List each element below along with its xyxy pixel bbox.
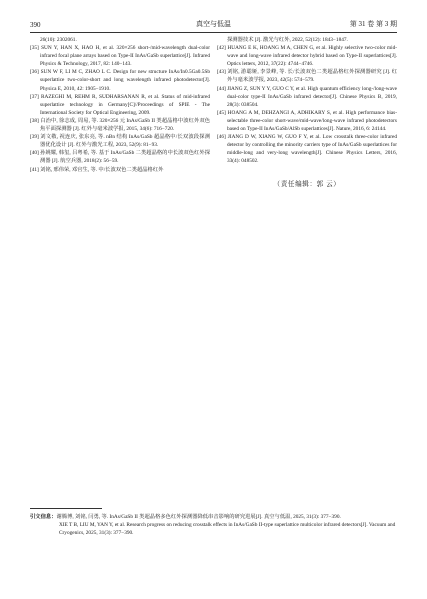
reference-entry: [38] 白治中, 徐志成, 周易, 等. 320×256 元 InAs/GaSb II 类超晶格中波红外双色焦平面探测器 [J]. 红外与毫米波学报, 2015, 34(6): 716−720. [30, 117, 210, 133]
reference-entry: 26(10): 2302061. [40, 37, 77, 43]
reference-entry: [46] JIANG D W, XIANG W, GUO F Y, et al. Low crosstalk three-color infrared detector by controlling the minority carriers type of InAs/GaSb superlattices for middle-long and very-long wavelength[J]. Chinese Physics Letters, 2016, 33(4): 048502. [217, 134, 397, 165]
citation-en: XIE T B, LIU M, YAN Y, et al. Research progress on reducing crosstalk effects in InAs/GaSb II-type superlattice multicolor infrared detectors[J]. Vacuum and Cryogenics, 2025, 31(3): 377−390. [59, 522, 396, 537]
citation-block [30, 513, 397, 538]
reference-entry: [36] SUN W F, LI M C, ZHAO L C. Design for new structure InAs/In0.5Ga0.5Sb superlattice two-color-short and long wavelength infrared photodetector[J]. Physica E, 2010, 42: 1905−1910. [30, 69, 210, 92]
page-header [30, 15, 397, 33]
citation-cn-line [30, 513, 397, 521]
reference-columns [30, 36, 397, 376]
reference-column-left [30, 36, 210, 376]
reference-entry: [43] 刘铭, 游聪娅, 李景峰, 等. 长/长波双色二类超晶格红外探测器研究 [J]. 红外与毫米波学报, 2023, 42(5): 574−579. [217, 69, 397, 84]
responsible-editor: （责任编辑：郭 云） [273, 180, 341, 188]
journal-name: 真空与低温 [196, 20, 231, 28]
volume-issue: 第 31 卷 第 3 期 [349, 20, 397, 28]
reference-column-right [217, 36, 397, 376]
citation-label: 引文信息： [30, 514, 57, 520]
citation-cn: 谢腾博, 刘铭, 闫勇, 等. InAs/GaSb II 类超晶格多色红外探测器降低串音影响的研究进展[J]. 真空与低温, 2025, 31(3): 377−390. [56, 514, 341, 520]
reference-entry: [44] JIANG Z, SUN Y Y, GUO C Y, et al. High quantum efficiency long-/long-wave dual-color type-II InAs/GaSb infrared detector[J]. Chinese Physics B, 2019, 28(3): 038504. [217, 85, 397, 108]
reference-entry: [42] HUANG E K, HOANG M A, CHEN G, et al. Highly selective two-color mid-wave and long-wave infrared detector hybrid based on Type-II superlattices[J]. Optics letters, 2012, 37(22): 4744−4746. [217, 45, 397, 68]
reference-list-right [217, 36, 397, 166]
reference-entry: [39] 刘文敬, 祝连庆, 张东亮, 等. nBn 结构 InAs/GaSb 超晶格中/长双波段探测器优化设计 [J]. 红外与激光工程, 2023, 52(9): 81−93. [30, 134, 210, 149]
reference-entry: 探测器技术 [J]. 激光与红外, 2022, 52(12): 1843−1847. [227, 37, 348, 43]
reference-entry: [45] HOANG A M, DEHZANGI A, ADHIKARY S, et al. High performance bias-selectable three-color short-wave/mid-wave/long-wave infrared photodetectors based on Type-II InAs/GaSb/AlSb superlattices[J]. Nature, 2016, 6: 24144. [217, 109, 397, 133]
page-number: 390 [30, 21, 41, 29]
reference-entry: [37] RAZEGHI M, REHM R, SUDHARSANAN R, et al. Status of mid-infrared superlattice technology in Germany[C]//Proceedings of SPIE - The International Society for Optical Engineering, 2009. [30, 93, 210, 116]
reference-entry: [35] SUN Y, HAN X, HAO H, et al. 320×256 short-/mid-wavelength dual-color infrared focal plane arrays based on Type-II InAs/GaSb superlattice[J]. Infrared Physics & Technology, 2017, 82: 140−143. [30, 45, 210, 68]
footnote-rule [30, 508, 102, 509]
reference-entry: [41] 刘铭, 邢伟荣, 邓官生, 等. 中/长波双色二类超晶格红外 [30, 166, 164, 173]
reference-entry: [40] 孙姚耀, 韩玺, 吕粤希, 等. 基于 InAs/GaSb 二类超晶格的中长波双色红外探测器 [J]. 航空兵器, 2018(2): 56−59. [30, 150, 210, 165]
